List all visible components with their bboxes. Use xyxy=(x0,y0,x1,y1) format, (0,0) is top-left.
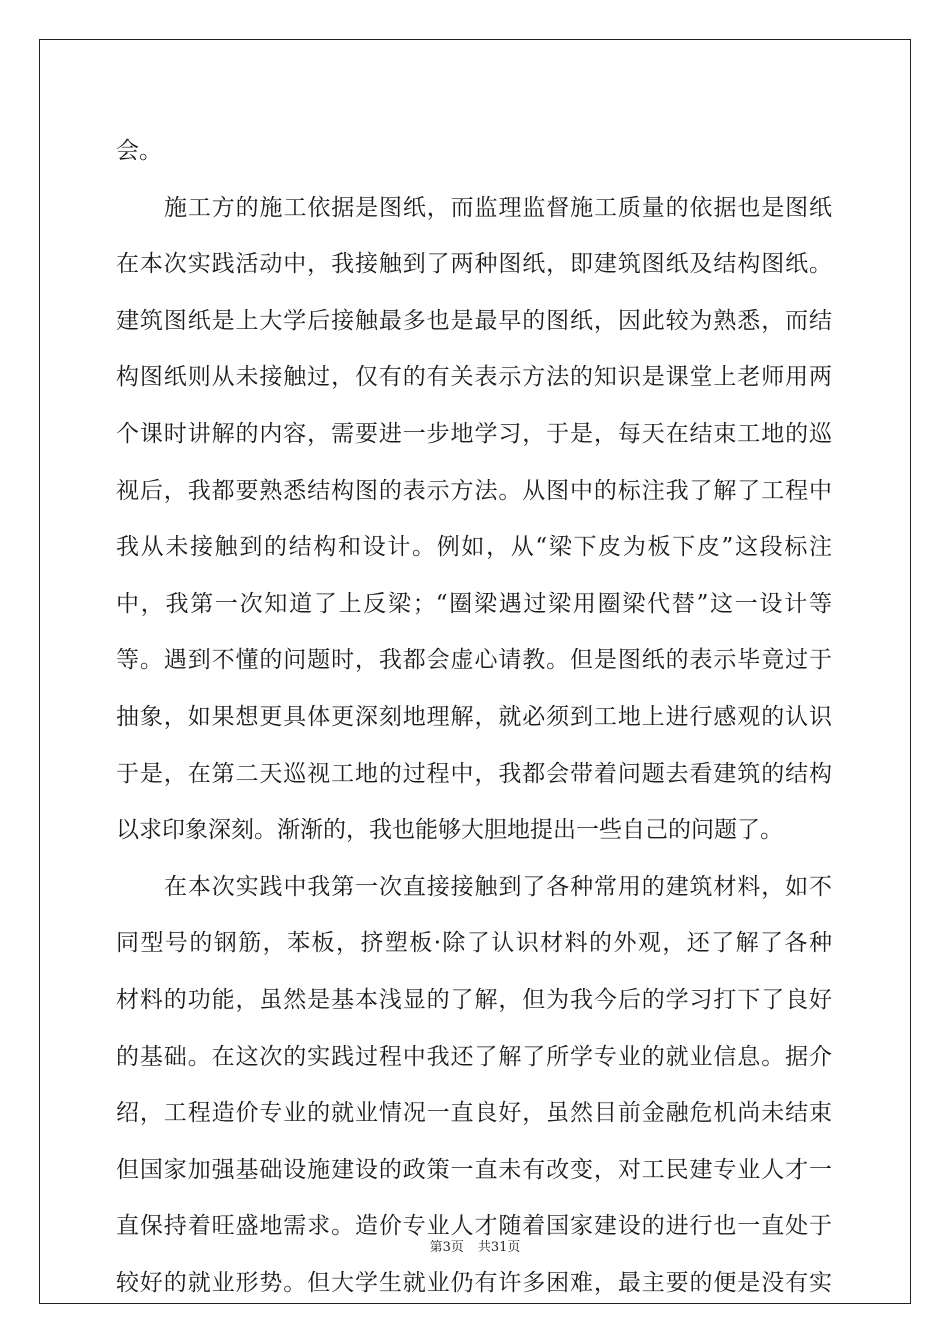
text-line: 绍，工程造价专业的就业情况一直良好，虽然目前金融危机尚未结束 xyxy=(116,1100,832,1127)
document-body xyxy=(116,123,832,1311)
text-line: 同型号的钢筋，苯板，挤塑板·除了认识材料的外观，还了解了各种 xyxy=(116,930,832,957)
text-line: 构图纸则从未接触过，仅有的有关表示方法的知识是课堂上老师用两 xyxy=(116,364,832,391)
text-line: 较好的就业形势。但大学生就业仍有许多困难，最主要的便是没有实 xyxy=(116,1269,832,1296)
page-footer xyxy=(0,1236,950,1255)
page-total: 共31页 xyxy=(477,1240,521,1255)
text-line: 直保持着旺盛地需求。造价专业人才随着国家建设的进行也一直处于 xyxy=(116,1213,832,1240)
text-line: 于是，在第二天巡视工地的过程中，我都会带着问题去看建筑的结构 xyxy=(116,760,832,787)
text-line: 我从未接触到的结构和设计。例如，从“梁下皮为板下皮”这段标注 xyxy=(116,534,832,561)
text-line: 视后，我都要熟悉结构图的表示方法。从图中的标注我了解了工程中 xyxy=(116,477,832,504)
text-line: 建筑图纸是上大学后接触最多也是最早的图纸，因此较为熟悉，而结 xyxy=(116,307,832,334)
text-line: 材料的功能，虽然是基本浅显的了解，但为我今后的学习打下了良好 xyxy=(116,986,832,1013)
text-line: 会。 xyxy=(116,138,162,164)
text-line: 个课时讲解的内容，需要进一步地学习，于是，每天在结束工地的巡 xyxy=(116,420,832,447)
text-line: 在本次实践中我第一次直接接触到了各种常用的建筑材料，如不 xyxy=(164,873,832,900)
page-number: 第3页 xyxy=(429,1240,464,1255)
text-line: 以求印象深刻。渐渐的，我也能够大胆地提出一些自己的问题了。 xyxy=(116,817,783,844)
text-line: 施工方的施工依据是图纸，而监理监督施工质量的依据也是图纸 xyxy=(164,194,832,221)
text-line: 抽象，如果想更具体更深刻地理解，就必须到工地上进行感观的认识 xyxy=(116,703,832,730)
text-line: 的基础。在这次的实践过程中我还了解了所学专业的就业信息。据介 xyxy=(116,1043,832,1070)
text-line: 但国家加强基础设施建设的政策一直未有改变，对工民建专业人才一 xyxy=(116,1156,832,1183)
text-line: 在本次实践活动中，我接触到了两种图纸，即建筑图纸及结构图纸。 xyxy=(116,251,832,278)
text-line: 等。遇到不懂的问题时，我都会虚心请教。但是图纸的表示毕竟过于 xyxy=(116,647,832,674)
text-line: 中，我第一次知道了上反梁；“圈梁遇过梁用圈梁代替”这一设计等 xyxy=(116,590,832,617)
